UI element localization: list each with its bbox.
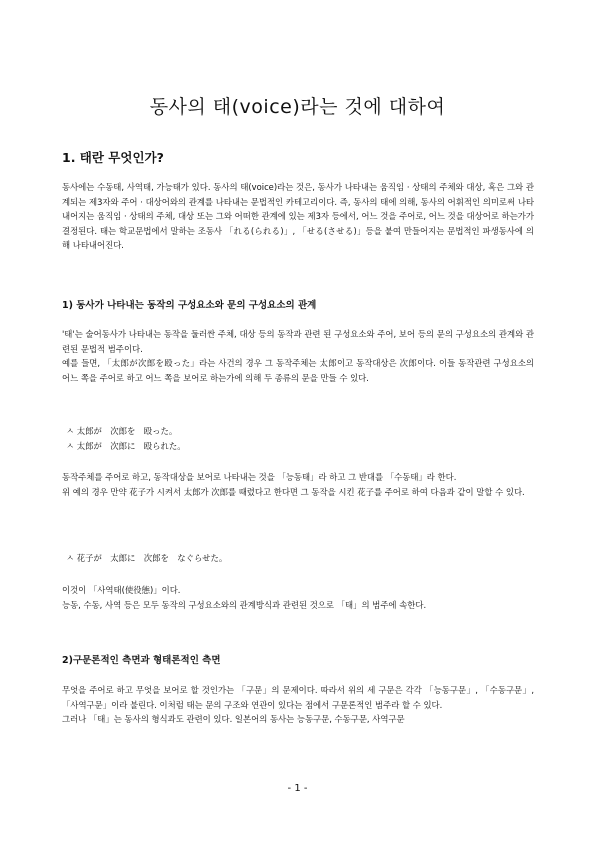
subheading-syntax-morphology: 2)구문론적인 측면과 형태론적인 측면 (62, 655, 221, 666)
example-sentences (66, 424, 186, 454)
syntax-paragraph-2: 그러나 「태」는 동사의 형식과도 관련이 있다. 일본어의 동사는 능동구문, 수동구문, 사역구문 (62, 714, 405, 724)
example-passive: ㅅ 太郎が 次郎に 殴られた。 (66, 441, 186, 451)
intro-paragraph (62, 180, 534, 253)
active-passive-paragraph: 동작주체를 주어로 하고, 동작대상을 보어로 나타내는 것을 「능동태」라 하고 그 반대를 「수동태」라 한다. (62, 472, 457, 482)
page-title: 동사의 태(voice)라는 것에 대하여 (149, 96, 446, 118)
components-paragraph-block (62, 327, 534, 385)
voice-category-paragraph: 능동, 수동, 사역 등은 모두 동작의 구성요소와의 관계방식과 관련된 것으로 「태」의 범주에 속한다. (62, 599, 427, 610)
example-causative: ㅅ 花子が 太郎に 次郎を なぐらせた。 (66, 553, 228, 563)
causative-setup-paragraph: 위 예의 경우 만약 花子가 시켜서 太郎가 次郎를 때렸다고 한다면 그 동작을 시킨 花子를 주어로 하여 다음과 같이 말할 수 있다. (62, 486, 525, 497)
components-paragraph-2: 예를 들면, 「太郎が次郎を殴った」라는 사건의 경우 그 동작주체는 太郎이고 동작대상은 次郎이다. 이들 동작관련 구성요소의 어느 쪽을 주어로 하고 어느 쪽을 보어로 하는가에 의해 두 종류의 문을 만들 수 있다. (62, 358, 534, 383)
active-passive-paragraph-block (62, 470, 534, 499)
example-active: ㅅ 太郎が 次郎を 殴った。 (66, 426, 178, 436)
intro-paragraph-text: 동사에는 수동태, 사역태, 가능태가 있다. 동사의 태(voice)라는 것은, 동사가 나타내는 움직임 · 상태의 주체와 대상, 혹은 그와 관계되는 제3자와 주어 · 대상어와의 관계를 나타내는 문법적인 카테고리이다. 즉, 동사의 태에 의해, 동사의 어휘적인 의미로써 나타내어지는 움직임 · 상태의 주체, 대상 또는 그와 어떠한 관계에 있는 제3자 등에서, 어느 것을 주어로, 어느 것을 대상어로 하는가가 결정된다. 태는 학교문법에서 말하는 조동사 「れる(られる)」, 「せる(させる)」등을 붙여 만들어지는 문법적인 파생동사에 의해 나타내어진다. (62, 182, 534, 250)
causative-definition: 이것이 「사역태(使役態)」이다. (62, 585, 181, 595)
example-causative-block (66, 551, 227, 566)
syntax-paragraph-block (62, 683, 534, 727)
causative-paragraph-block (62, 583, 534, 612)
page-number: - 1 - (287, 783, 308, 794)
section-heading-what-is-voice: 1. 태란 무엇인가? (62, 150, 164, 165)
syntax-paragraph-1: 무엇을 주어로 하고 무엇을 보어로 할 것인가는 「구문」의 문제이다. 따라서 위의 세 구문은 각각 「능동구문」, 「수동구문」, 「사역구문」이라 불린다. 이처럼 태는 문의 구조와 연관이 있다는 점에서 구문론적인 범주라 할 수 있다. (62, 685, 534, 710)
components-paragraph-1: '태'는 술어동사가 나타내는 동작을 둘러싼 주체, 대상 등의 동작과 관련 된 구성요소와 주어, 보어 등의 문의 구성요소의 관계와 관련된 문법적 범주이다. (62, 329, 534, 354)
subheading-components-relation: 1) 동사가 나타내는 동작의 구성요소와 문의 구성요소의 관계 (62, 300, 317, 311)
